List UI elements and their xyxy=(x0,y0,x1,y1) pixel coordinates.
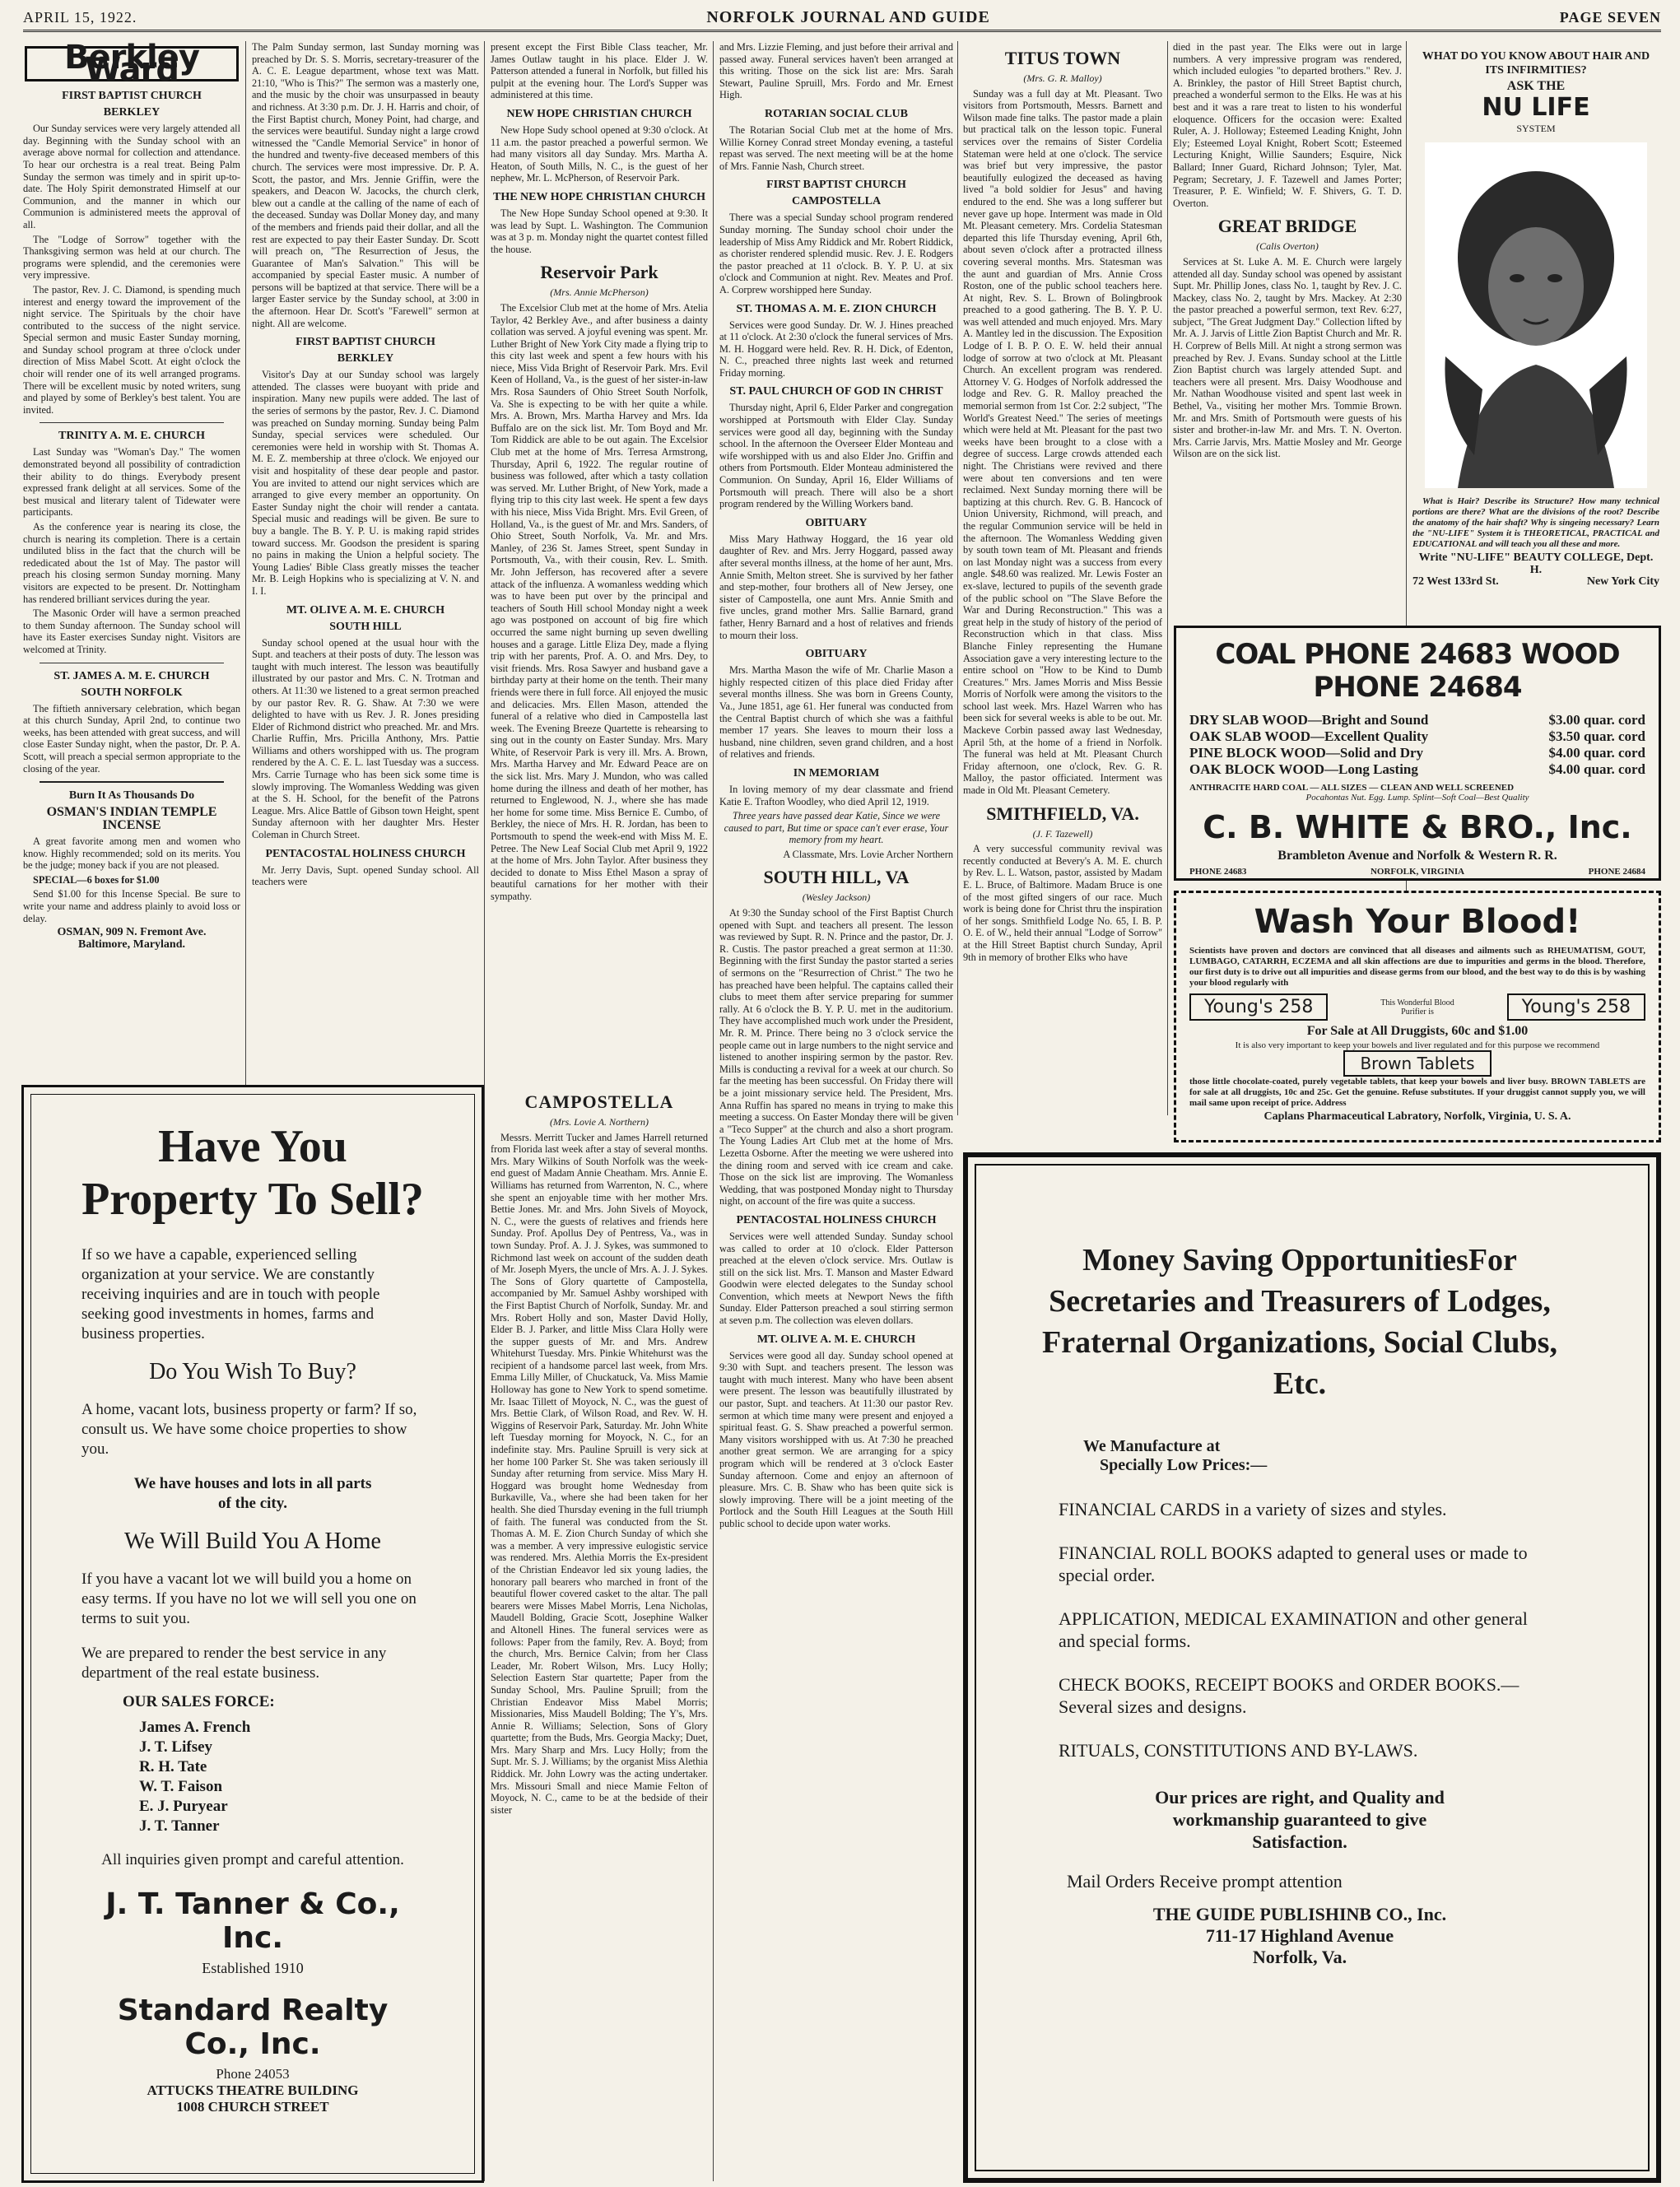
article-text: As the conference year is nearing its close, the church is nearing its completion. There is a certain undiluted bliss in the fact that the church will be rededicated about the 1st of May. The pastor will preach his closing sermon Sunday morning. Many visitors are expected to be present. Dr. Nottingham has rendered brilliant services during the year. xyxy=(23,521,240,605)
ad-address: Brambleton Avenue and Norfolk & Western R. R. xyxy=(1277,849,1557,863)
price-value: $4.00 quar. cord xyxy=(1548,745,1645,761)
ad-subheading: Specially Low Prices:— xyxy=(1100,1456,1268,1474)
ad-heading: COAL PHONE 24683 WOOD PHONE 24684 xyxy=(1215,638,1620,704)
price-row xyxy=(1189,712,1645,728)
column-rule xyxy=(484,41,485,2181)
ad-inner-border xyxy=(975,1164,1650,2171)
ad-title: Have You xyxy=(158,1121,347,1172)
article-text: Mrs. Martha Mason the wife of Mr. Charlie Mason a highly respected citizen of this place died Friday after several months illness. She was born in Greens County, Va., June 1851, age 61. Her funeral was conducted from the Central Baptist church of which she was a faithful member 17 years. She leaves to mourn their loss a husband, nine children, seven grand children, and a host of relatives and friends. xyxy=(719,664,953,761)
ad-text: We are prepared to render the best service in any department of the real estate business. xyxy=(81,1645,387,1682)
article-text: Thursday night, April 6, Elder Parker and congregation worshipped at Portsmouth with Elder Clay. Sunday services were good all day, beginning with the Sunday school. In the afternoon the Overseer Elder Monteau and wife worshipped with us and also Elder Jno. Griffin and others from Portsmouth. Elder Monteau administered the Communion. On Sunday, April 16, Elder Williams of Portsmouth will preach. There will also be a short program rendered by the Willing Workers band. xyxy=(719,402,953,510)
article-heading: MT. OLIVE A. M. E. CHURCH xyxy=(286,603,445,617)
article-text: Services were good all day. Sunday school opened at 9:30 with Supt. and teachers present. The lesson was taught with much interest. Many who have been absent were present. The lesson was beautifully illustrated by our pastor, Supt. and teachers. At 11:30 our pastor Rev. sermon at which time many were present and enjoyed a spiritual feast. G. S. Shaw preached a powerful sermon. Many visitors worshipped with us. At 7:30 he preached another great sermon. We are arranging for a spicy program which will be rendered at 3 o'clock Easter Sunday afternoon. Come and enjoy an afternoon of pleasure. Mrs. C. B. Shaw who has been quite sick is slowly improving. There will be a joint meeting of the Portlock and the South Hill Leagues at the South Hill public school to decide upon water works. xyxy=(719,1349,953,1529)
ad-subheading: We Will Build You A Home xyxy=(124,1529,381,1554)
article-text: The Palm Sunday sermon, last Sunday morning was preached by Dr. S. S. Morris, secretary-treasurer of the A. C. E. League department, whose text was Matt. 21:10, "Who is This?" The sermon was a masterly one, and the music by the choir was unsurpassed in beauty and richness. At 3:30 p.m. Dr. J. H. Harris and choir, of the First Baptist church, Money Point, had charge, and the services were beautiful. Sunday night a large crowd witnessed the "Candle Memorial Service" in honor of the hundred and twenty-five deceased members of this church. The services were most impressive. Dr. P. A. Scott, the pastor, and Mrs. Jennie Griffin, were the speakers, and Deacon W. Jacocks, the church clerk, blew out a candle at the calling of the name of each of the deceased. Sunday was Dollar Money day, and many of the members and friends paid their dollar, and all the rest are expected to pay their Easter Sunday. Dr. Scott will preach on, "The Resurrection of Jesus, the Guarantee of Man's Salvation." This will be accompanied by special Easter music. A number of persons will be baptized at that service. There will be a larger Easter service by the Sunday school, at 3:00 in the afternoon. Hear Dr. Scott's "Farewell" sermon at night. All are welcome. xyxy=(252,41,479,329)
ad-text: What is Hair? Describe its Structure? How many technical portions are there? What are the divisions of the root? Describe the anatomy of the hair shaft? Why is singeing necessary? Learn the "NU-LIFE" System it is THEORETICAL, PRACTICAL and EDUCATIONAL and will teach you all these and more. xyxy=(1412,496,1659,550)
column-rule xyxy=(1167,41,1168,1115)
ad-cta: Write "NU-LIFE" BEAUTY COLLEGE, Dept. H. xyxy=(1418,551,1654,576)
ad-city: Norfolk, Va. xyxy=(1252,1947,1347,1967)
article-subheading: CAMPOSTELLA xyxy=(791,195,882,208)
ad-text: Send $1.00 for this Incense Special. Be sure to write your name and address plainly to avoid loss or delay. xyxy=(23,888,240,924)
article-text: Last Sunday was "Woman's Day." The women demonstrated beyond all possibility of contradiction their ability to do things. Everybody present expressed frank delight at all services. Some of the best musical and literary talent of Tidewater were participants. xyxy=(23,446,240,519)
byline: (Mrs. Lovie A. Northern) xyxy=(549,1116,649,1128)
brand-box: Young's 258 xyxy=(1507,993,1645,1021)
paper-name: NORFOLK JOURNAL AND GUIDE xyxy=(706,7,990,26)
article-heading: ST. PAUL CHURCH OF GOD IN CHRIST xyxy=(729,385,943,398)
signature: A Classmate, Mrs. Lovie Archer Northern xyxy=(783,848,953,860)
sales-person: J. T. Lifsey xyxy=(139,1738,213,1756)
article-heading: SOUTH HILL, VA xyxy=(763,867,910,888)
ad-text: All inquiries given prompt and careful attention. xyxy=(101,1851,404,1868)
article-text: Visitor's Day at our Sunday school was largely attended. The classes were buoyant with pride and inspiration. Many new pupils were added. The last of the series of sermons by the pastor, Rev. J. C. Diamond was preached on Sunday morning. Sunday being Palm Sunday, special services were scheduled. Our ceremonies were held in worship with St. Thomas A. M. E. Z. membership at three o'clock. We enjoyed our visit and hospitality of these dear people and pastor. You are invited to attend our night services which are arranged to give every member an opportunity. On Easter Sunday night the choir will render a cantata. Special music and readings will be given. Be sure to buy a bangle. The B. Y. P. U. is making rapid strides toward success. Mr. Goodson the president is sparing no pains in making the Union a helpful society. The Young Ladies' Bible Class greatly misses the teacher Mr. B. Leigh Hopkins who is specializing at V. N. and I. I. xyxy=(252,369,479,597)
article-heading: OBITUARY xyxy=(805,516,868,529)
brand-box: Brown Tablets xyxy=(1343,1050,1491,1077)
column-five xyxy=(963,41,1162,1111)
article-text: Messrs. Merritt Tucker and James Harrell returned from Florida last week after a stay of several months. Mrs. Mary Wilkins of South Norfolk was the week-end guest of Madam Annie Cheatham. Mrs. Annie E. Williams has returned from Warrenton, N. C., where she spent an enjoyable time with her mother Mrs. Bettie Jones. Mr. and Mrs. John Sivels of Moyock, N. C., were the guests of relatives and friends here Sunday. Prof. Apollus Dey of Pentress, Va., was in town Sunday. Prof. A. J. J. Sykes, was summoned to Richmond last week on account of the sudden death of Mr. Joseph Myers, the uncle of Mrs. A. J. J. Sykes. The Sons of Glory quartette of Campostella, accompanied by Mr. Samuel Ashby worshiped with the First Baptist Church of Norfolk, Sunday. Mr. and Mrs. Robert Holly and son, Master David Holly, Elder B. J. Parker, and little Miss Clara Holly were the supper guests of Mr. and Mrs. Andrew Whitehurst Tuesday. Mrs. Pinkie Whitehurst was the recipient of a handsome parcel last week, from Mrs. Emma Lilly Miller, of Chuckatuck, Va. Miss Mamie Holloway has gone to New York to spend sometime. Mr. Isaac Tillett of Moyock, N. C., was the guest of Mrs. Bettie Clark, of Wilson Road, and Rev. W. H. Wiggins of Reservoir Park, Saturday. Mr. John White left Tuesday morning for Moyock, N. C., for an indefinite stay. Mrs. Pauline Spruill is very sick at her home 100 Parker St. She was taken seriously ill Sunday after returning from service. Miss Mary H. Hoggard was brought home Wednesday from Burkaville, Va., where she had been taken for her health. She died Thursday evening in the full triumph of faith. The funeral was conducted from the St. Thomas A. M. E. Zion Church Sunday of which she was a member. A very impressive eulogistic service was rendered. Mrs. Alethia Morris the Ex-president of the Christian Endeavor led six young ladies, the honorary pall bearers who marched in front of the beautiful flower covered casket to the altar. The pall bearers were Misses Mabel Morris, Lena Nicholas, Maudell Bolding, Gracie Scott, Josephine Walker and Altonell Hines. The funeral services were as follows: Paper from the family, Rev. A. Boyd; from the church, Mrs. Bernice Calvin; from her Class Leader, Mr. Robert Wilson, Mrs. Lucy Holly; Selection Eastern Star quartette; Paper from the Sunday School, Mrs. Pauline Spruill; from the Christian Endeavor Miss Mabel Morris; Missionaries, Miss Maudell Bolding; The Y's, Mrs. Annie R. Williams; Selection, Sons of Glory quartette; from the Buds, Mrs. Georgia Macky; Duet, Mrs. Mary Sharp and Mrs. Lucy Holly; from the Supt. Mr. S. J. Williams; by the organist Miss Alethia Riddick. Mr. John Lowry was the acting undertaker. Mrs. Missouri Small and niece Mamie Felton of Moyock, N. C., came to be at the bedside of their sister xyxy=(491,1131,708,1816)
article-heading: PENTACOSTAL HOLINESS CHURCH xyxy=(265,847,466,860)
ad-address-row xyxy=(1412,576,1659,589)
column-rule xyxy=(245,41,246,1115)
sales-person: J. T. Tanner xyxy=(139,1817,220,1835)
column-four xyxy=(719,41,953,2177)
ad-brand: NU LIFE xyxy=(1482,92,1590,122)
article-text: At 9:30 the Sunday school of the First Baptist Church opened with Supt. and teachers all present. The lesson was reviewed by Supt. R. N. Prince and the pastor, Dr. J. R. Custis. The pastor preached a great sermon at 11:30. Beginning with the first Sunday the pastor started a series of sermons on the "Resurrection of Christ." The two he has preached have been helpful. The captains called their clubs to meet them after service preparing for summer rally. At 6 o'clock the B. Y. P. U. met in the auditorium. They have accomplished much work under the President, Mr. R. M. Prince. There being no 3 o'clock service the people came out in large numbers to the night service and listened to another inspiring sermon by the pastor. Rev. Mills is conducting a revival for a week at our church. So far the meeting has been successful. On Friday there will be a joint missionary service held. The President, Mrs. Anna Ruffin has spared no means in trying to make this meeting a success. On Easter Monday there will be given a "Teco Supper" at the church and also a short program. The Young Ladies Art Club met at the home of Mrs. Lezetta Osborne. After the meeting we were ushered into the dining room and served with ice cream and cake. Those on the sick list are improving. The Womanless Wedding, that was postponed Monday night to Thursday night, on account of the fire was quite a success. xyxy=(719,907,953,1208)
column-campostella xyxy=(491,1085,708,2180)
product-item: FINANCIAL CARDS in a variety of sizes and styles. xyxy=(1059,1499,1447,1519)
product-item: CHECK BOOKS, RECEIPT BOOKS and ORDER BOOKS.—Several sizes and designs. xyxy=(1059,1674,1519,1717)
price-value: $3.00 quar. cord xyxy=(1548,712,1645,728)
divider xyxy=(40,781,224,783)
column-rule xyxy=(957,41,958,1115)
ad-title: Money Saving OpportunitiesFor Secretaries and Treasurers of Lodges, Fraternal Organizations, Social Clubs, Etc. xyxy=(1042,1243,1557,1401)
article-heading: SMITHFIELD, VA. xyxy=(986,803,1139,824)
price-row xyxy=(1189,761,1645,778)
article-heading: ST. THOMAS A. M. E. ZION CHURCH xyxy=(736,302,937,315)
article-text: New Hope Sudy school opened at 9:30 o'clock. At 11 a.m. the pastor preached a powerful sermon. We had many visitors all day Sunday. Mrs. Martha A. Heaton, of South Mills, N. C., is the guest of her nephew, Mr. L. McPherson, of Reservoir Park. xyxy=(491,123,708,184)
ad-heading: ASK THE xyxy=(1506,79,1566,93)
ad-title: Property To Sell? xyxy=(81,1174,424,1225)
article-text: Miss Mary Hathway Hoggard, the 16 year old daughter of Rev. and Mrs. Jerry Hoggard, passed away after several months illness, at the home of her aunt, Mrs. Annie Smith, Melton street. She is survived by her father and step-mother, four brothers all of New Jersey, one sister of Campostella, one aunt Mrs. Annie Smith and five uncles, grand mother Mrs. Sallie Barnard, grand father, Henry Barnard and a host of relatives and friends to mourn their loss. xyxy=(719,533,953,641)
article-heading: MT. OLIVE A. M. E. CHURCH xyxy=(756,1333,916,1346)
price-list xyxy=(1189,712,1645,778)
byline: (Mrs. G. R. Malloy) xyxy=(1023,72,1102,84)
ad-address: 1008 CHURCH STREET xyxy=(176,2099,329,2115)
price-row xyxy=(1189,745,1645,761)
issue-date: APRIL 15, 1922. xyxy=(23,8,137,26)
section-banner: Berkley Ward xyxy=(25,46,239,81)
product-item: FINANCIAL ROLL BOOKS adapted to general uses or made to special order. xyxy=(1059,1543,1528,1585)
ad-text: Scientists have proven and doctors are convinced that all diseases and ailments such as RHEUMATISM, GOUT, LUMBAGO, CATARRH, ECZEMA and all skin affections are due to impurities and germs in the blood. Therefore, our first duty is to drive out all impurities and disease germs from our blood, and the best way to do this is by washing your blood regularly with xyxy=(1189,946,1645,988)
ad-text: those little chocolate-coated, purely vegetable tablets, that keep your bowels and liver busy. BROWN TABLETS are for sale at all druggists, 10c and 25c. Get the genuine. Refuse substitutes. If your druggist cannot supply you, we will mail same upon receipt of price. Address xyxy=(1189,1077,1645,1108)
ad-note: Pocahontas Nut. Egg. Lump. Splint—Soft Coal—Best Quality xyxy=(1305,793,1529,803)
ad-city: NORFOLK, VIRGINIA xyxy=(1370,867,1465,877)
article-subheading: BERKLEY xyxy=(337,352,394,365)
column-six xyxy=(1173,41,1402,551)
ad-subbrand: SYSTEM xyxy=(1516,122,1556,134)
article-text: Sunday was a full day at Mt. Pleasant. Two visitors from Portsmouth, Messrs. Barnett and Wilson made fine talks. The pastor made a plain but practical talk on the lesson topic. Funeral services over the remains of Sister Cordelia Stateman were held at one o'clock. The service was brief but very impressive, the pastor beautifully eulogized the deceased as having lived "a bold soldier for Jesus" and having endured to the end. She was a long sufferer but never gave up hope. Interment was made in Old Mt. Pleasant cemetery. Mrs. Cordelia Statesman departed this life Thursday evening, April 6th, about seven o'clock after a protracted illness covering several months. Mrs. Statesman was the aunt and guardian of Mrs. Annie Cross Roston, one of the public school teachers here. At night, Rev. S. L. Brown of Bolingbrook preached to a good gathering. The B. Y. P. U. was well attended and much enjoyed. Mrs. Mary A. Mantley led in the discussion. The Exposition Lodge of I. B. P. O. E. W. held their annual lodge of sorrow at two o'clock at Mt. Pleasant Church. An excellent program was rendered. Attorney V. G. Hodges of Norfolk addressed the lodge and Rev. G. R. Malloy preached the memorial sermon from 1st Cor. 2:2 subject, "The World's Greatest Need." The series of meetings which were held at Mt. Pleasant for the past two weeks have been brought to a close with a degree of success. Large crowds attended each night. The Christians were revived and there were about ten conversions and ten were reclaimed. Next Sunday morning there will be baptizing at this church. Rev. G. B. Hancock of Union University, Richmond, will preach, and the regular Communion service will be held in the afternoon. The Womanless Wedding given by south town team of Mt. Pleasant and friends on last Monday night was a success from every angle. $48.60 was realized. Mr. Lewis Foster an ex-slave, lectured to pupils of the seventh grade of the public school on "The Slave Before the War and During Reconstruction." This was a great help in the study of history of the period of Reconstruction which in that class. Miss Blanche Finley representing the Humane Association gave a very interesting lecture to the entire school on "How to be Kind to Dumb Creatures." Mrs. James Morris and Miss Bessie Morris of Norfolk were among the visitors to the school last week. Mrs. Hazel Warren who has been sick for several weeks is able to be out. Mr. Mackeve Corbin passed away last Wednesday, April 5th, at the home of a friend in Norfolk. The funeral was held at Mt. Pleasant Church Friday afternoon, one o'clock, Rev. G. R. Malloy, the pastor officiated. Interment was made in Old Mt. Pleasant Cemetery. xyxy=(963,87,1162,797)
article-text: The Rotarian Social Club met at the home of Mrs. Willie Korney Conrad street Monday evening, a tasteful repast was served. The next meeting will be at the home of Mrs. Fannie Nash, Church street. xyxy=(719,123,953,172)
ad-heading: WHAT DO YOU KNOW ABOUT HAIR AND ITS INFIRMITIES? xyxy=(1422,50,1650,77)
coal-ad xyxy=(1174,626,1661,881)
brand-box: Young's 258 xyxy=(1189,993,1328,1021)
article-heading: TITUS TOWN xyxy=(1004,48,1121,68)
article-text: The pastor, Rev. J. C. Diamond, is spending much interest and energy toward the improvement of the night service. The Spirituals by the choir have contributed to the success of the night service. Special sermon and music Easter Sunday morning, and Sunday school program at three o'clock under direction of Miss Mabel Scott. At eight o'clock the choir will render one of its well arranged programs. There will be excellent music by noted writers, sung and played by some of Berkley's best talent. You are invited. xyxy=(23,283,240,416)
ad-firm: J. T. Tanner & Co., Inc. xyxy=(105,1887,400,1955)
article-text: Our Sunday services were very largely attended all day. Beginning with the Sunday school with an average above normal for collection and attendance. To hear our orchestra is a real treat. Being Palm Sunday the sermon was timely and in spirit up-to-date. The Holy Spirit demonstrated Himself at our Communion, and the manner in which our Communion is administered meets the approval of all. xyxy=(23,123,240,230)
ad-firm: C. B. WHITE & BRO., Inc. xyxy=(1203,809,1632,845)
ad-subheading: Do You Wish To Buy? xyxy=(149,1359,356,1384)
price-item: OAK SLAB WOOD—Excellent Quality xyxy=(1189,728,1429,744)
sales-person: R. H. Tate xyxy=(139,1758,207,1775)
ad-heading: Burn It As Thousands Do xyxy=(68,789,195,803)
byline: (Wesley Jackson) xyxy=(802,891,871,904)
ad-text: We have houses and lots in all parts of the city. xyxy=(133,1475,372,1512)
article-text: A very successful community revival was recently conducted at Bevery's A. M. E. church by Rev. L. L. Watson, pastor, assisted by Madam E. L. Bruce, of Baltimore. Madam Bruce is one of the most gifted singers of our race. Much work is being done for Christ thru the inspiration of her songs. Smithfield Lodge No. 65, I. B. P. O. E. of W., held their annual "Lodge of Sorrow" at the Hill Street Baptist church Sunday, April 9th in memory of brother Elks who have xyxy=(963,843,1162,963)
article-text: The "Lodge of Sorrow" together with the Thanksgiving sermon was held at our church. The programs were splendid, and the ceremonies were very impressive. xyxy=(23,233,240,282)
ad-address: Caplans Pharmaceutical Labratory, Norfolk, Virginia, U. S. A. xyxy=(1263,1110,1571,1123)
wash-blood-ad xyxy=(1174,891,1661,1142)
ad-address: 72 West 133rd St. xyxy=(1412,575,1499,589)
ad-heading: Wash Your Blood! xyxy=(1254,903,1581,941)
guide-publishing-ad xyxy=(963,1152,1661,2183)
ad-subheading: We Manufacture at xyxy=(1083,1437,1221,1455)
article-text: died in the past year. The Elks were out in large numbers. A very impressive program was rendered, which included eulogies "to departed brothers." Rev. J. A. Brinkley, the pastor of Hill Street Baptist church, preached a wonderful sermon to the Elks. He was at his best and it was a rare treat to listen to his wonderful eloquence. Officers for the occasion were: Exalted Ruler, A. J. Holloway; Esteemed Leading Knight, John Ely; Esteemed Loyal Knight, Robert Scott; Esteemed Lecturing Knight, Willie Saunders; Esquire, Nick Ballard; Inner Guard, Richard Johnson; Tyler, Mat. Pegram; Secretary, J. F. Tazewell and James Porter; Treasurer, P. E. Winfield; W. F. Shivers, G. T. D. Overton. xyxy=(1173,41,1402,209)
ad-text: A great favorite among men and women who know. Highly recommended; sold on its merits. You be the judge; money back if you are not pleased. xyxy=(23,835,240,872)
article-text: In loving memory of my dear classmate and friend Katie E. Trafton Woodley, who died April 12, 1919. xyxy=(719,783,953,807)
ad-text: If you have a vacant lot we will build you a home on easy terms. If you have no lot we will sell you one on terms to suit you. xyxy=(81,1570,417,1627)
tablets-row xyxy=(1189,1054,1645,1073)
article-text: Sunday school opened at the usual hour with the Supt. and teachers at their posts of duty. The lesson was taught with much interest. The lesson was beautifully illustrated by our pastor and Mrs. C. N. Trotman and others. At 11:30 we listened to a great sermon preached by our pastor Rev. R. G. Shaw. At 7:30 we were delighted to have with us Rev. J. R. Jones presiding Elder of Richmond district who preached. Mr. and Mrs. Charlie Ruffin, Mrs. Pricilla Anthony, Mrs. Pattie Williams and others worshipped with us. The program rendered by the A. C. E. L. last Tuesday was a success. Mrs. Carrie Turnage who has been sick some time is slowly improving. The Womanless Wedding was given at the S. H. School, for the benefit of the Patrons League. Mrs. Alice Battle of Gibson town Height, spent Sunday afternoon with her daughter Mrs. Hester Coleman in Church Street. xyxy=(252,636,479,841)
ad-address: 711-17 Highland Avenue xyxy=(1205,1925,1394,1946)
ad-heading: OSMAN'S INDIAN TEMPLE INCENSE xyxy=(46,805,217,833)
ad-firm: THE GUIDE PUBLISHINB CO., Inc. xyxy=(1152,1904,1447,1924)
ad-special: SPECIAL—6 boxes for $1.00 xyxy=(33,873,160,886)
article-heading: OBITUARY xyxy=(805,648,868,661)
column-berkley xyxy=(23,41,240,1111)
article-subheading: SOUTH NORFOLK xyxy=(81,686,183,699)
article-text: and Mrs. Lizzie Fleming, and just before their arrival and passed away. Funeral services haven't been arranged at this writing. Those on the sick list are: Mrs. Sarah Stewart, Pauline Spruill, Mrs. Fordo and Mr. Ernest High. xyxy=(719,41,953,101)
divider xyxy=(40,422,224,423)
ad-phone: Phone 24053 xyxy=(216,2066,290,2082)
price-item: OAK BLOCK WOOD—Long Lasting xyxy=(1189,761,1418,777)
portrait-icon xyxy=(1425,142,1647,488)
ad-sale: For Sale at All Druggists, 60c and $1.00 xyxy=(1306,1024,1529,1038)
article-text: The New Hope Sunday School opened at 9:30. It was lead by Supt. L. Washington. The Communion was at 3 p. m. Monday night the quartet contest filled the house. xyxy=(491,207,708,255)
article-text: The Excelsior Club met at the home of Mrs. Atelia Taylor, 42 Berkley Ave., and after business a dainty collation was served. A joyful evening was spent. Mr. Luther Bright of New York City made a flying trip to this city last week and spent a few hours with his niece, Miss Vida Bright of Reservoir Park. Mrs. Evil Keen of Holland, Va., is the guest of her sister-in-law Mrs. Rosa Saunders of Ohio Street South Norfolk, Va. She is expecting to be with her quite a while. Mrs. A. Brown, Mrs. Martha Harvey and Mrs. Ida Buffalo are on the sick list. Mr. Tom Boyd and Mr. Tom Riddick are able to be out again. The Excelsior Club met at the home of Mrs. Terresa Armstrong, Thursday, April 6, 1922. The regular routine of business was followed, after which a tasty collation was served. Mr. Luther Bright, of New York, made a flying trip to this city last week. He spent a few days with his niece, Miss Vida Bright. Mrs. Evil Green, of Holland, Va., is the guest of Mr. and Mrs. Sanders, of Ohio Street, South Norfolk, Va. Mr. and Mrs. Manley, of 236 St. James Street, spent Sunday in Portsmouth, Va., with their cousin, Rev. L. Smith. Mr. John Jefferson, has recovered after a severe attack of the influenza. A womanless wedding which was to have been put over by the principal and teachers of South Hill school Monday night a week ago was postponed on account of big fire which occurred the same night burning up seven dwelling houses and a garage. Little Eliza Dey, made a flying trip with her parents, Prof. A. O. and Mrs. Dey, to visit friends. Mrs. Rosa Sawyer and husband gave a birthday party at their home on the tenth. Their many friends were there in full force. All enjoyed the music and delicacies. Mrs. Ellen Mason, attended the funeral of a relative who died in Campostella last week. The Evening Breeze Quartette is rehearsing to sing out in the county on Easter Sunday. Mrs. Mary White, of Reservoir Park is very ill. Mrs. A. Brown, Mrs. Martha Harvey and Mr. Edward Peace are on the sick list. Mrs. Mary J. Mundon, who was called home during the illness and death of her mother, has returned to Englewood, N. J., where she has made her home for some time. Miss Bernice E. Cumbo, of Berkley, the niece of Mrs. H. R. Jordan, has been to Portsmouth to spend the week-end with Miss M. E. Petree. The New Leaf Social Club met April 9, 1922 at the home of Mrs. John Taylor. After business they decided to donate to Miss Ethel Mason a spray of beautiful carnations for her mother with their sympathy. xyxy=(491,301,708,902)
nulife-ad xyxy=(1412,41,1659,617)
article-text: The Masonic Order will have a sermon preached to them Sunday afternoon. The Sunday school will have its Easter exercises Sunday night. Visitors are welcomed at Trinity. xyxy=(23,607,240,655)
article-heading: ST. JAMES A. M. E. CHURCH xyxy=(54,669,210,682)
byline: (J. F. Tazewell) xyxy=(1032,827,1093,840)
ad-established: Established 1910 xyxy=(202,1960,304,1976)
article-subheading: BERKLEY xyxy=(103,106,161,119)
price-row xyxy=(1189,728,1645,745)
sales-heading: OUR SALES FORCE: xyxy=(123,1693,275,1710)
sales-person: E. J. Puryear xyxy=(139,1798,228,1815)
article-heading: NEW HOPE CHRISTIAN CHURCH xyxy=(506,107,692,120)
ad-text: It is also very important to keep your bowels and liver regulated and for this purpose we recommend xyxy=(1235,1040,1600,1050)
article-heading: CAMPOSTELLA xyxy=(524,1091,674,1112)
product-item: RITUALS, CONSTITUTIONS AND BY-LAWS. xyxy=(1059,1740,1418,1761)
article-heading: ROTARIAN SOCIAL CLUB xyxy=(765,107,908,120)
ad-address: ATTUCKS THEATRE BUILDING xyxy=(147,2082,359,2098)
article-heading: THE NEW HOPE CHRISTIAN CHURCH xyxy=(492,190,705,203)
article-text: The fiftieth anniversary celebration, which began at this church Sunday, April 2nd, to continue two weeks, has been attended with great success, and will close Easter Sunday night, when the pastor, Dr. P. A. Scott, will preach a special sermon appropriate to the closing of the year. xyxy=(23,702,240,775)
masthead xyxy=(23,5,1661,32)
ad-firm: Standard Realty Co., Inc. xyxy=(117,1994,389,2061)
column-three xyxy=(491,41,708,1111)
article-text: Mr. Jerry Davis, Supt. opened Sunday school. All teachers were xyxy=(252,863,479,888)
article-heading: FIRST BAPTIST CHURCH xyxy=(62,90,202,103)
ad-city: New York City xyxy=(1586,575,1659,589)
byline: (Calis Overton) xyxy=(1256,240,1319,253)
ad-phone: PHONE 24683 xyxy=(1189,867,1247,877)
price-value: $3.50 quar. cord xyxy=(1548,728,1645,744)
article-text: Services at St. Luke A. M. E. Church were largely attended all day. Sunday school was opened by assistant Supt. Mr. Phillip Jones, class No. 1, taught by Rev. J. C. Mackey, class No. 2, taught by Mrs. Mackey. At 2:30 the pastor preached a powerful sermon, text Rev. 6:27, subject, "The Great Judgment Day." Collection lifted by Mr. A. J. Jarvis of Little Zion Baptist Church and Mr. R. H. Corprew of Bells Mill. At night a strong sermon was preached by Rev. J. Evans. Sunday school at the Little Zion Baptist church was largely attended Supt. and teachers were all present. Mrs. Daisy Woodhouse and Mr. Nathan Woodhouse visited and spent last week in Bethel, Va., visiting her mother Mrs. Tommie Brown. Mr. and Mrs. Smith of Portsmouth were guests of his sister and brother-in-law Mr. and Mrs. T. N. Overton. Mrs. Carrie Jarvis, Mrs. Mattie Mosley and Mr. George Wilson are on the sick list. xyxy=(1173,255,1402,460)
column-two xyxy=(252,41,479,1111)
price-item: DRY SLAB WOOD—Bright and Sound xyxy=(1189,712,1429,728)
price-value: $4.00 quar. cord xyxy=(1548,761,1645,777)
article-heading: FIRST BAPTIST CHURCH xyxy=(766,179,906,192)
ad-inner-border xyxy=(30,1094,475,2174)
article-heading: Reservoir Park xyxy=(540,262,659,283)
ad-phone-row xyxy=(1189,867,1645,877)
article-heading: TRINITY A. M. E. CHURCH xyxy=(58,430,205,443)
article-subheading: SOUTH HILL xyxy=(329,620,402,633)
brand-row xyxy=(1189,993,1645,1021)
article-text: Services were well attended Sunday. Sunday school was called to order at 10 o'clock. Elder Patterson preached at the eleven o'clock service. Mrs. Outlaw is still on the sick list. Mrs. T. Manson and Master Edward Goodwin were elected delegates to the Sunday school Convention, which meets at Newport News the fifth Sunday. Elder Patterson preached a soul stirring sermon at seven p.m. The collection was eleven dollars. xyxy=(719,1230,953,1327)
article-text: Services were good Sunday. Dr. W. J. Hines preached at 11 o'clock. At 2:30 o'clock the funeral services of Mrs. M. H. Hoggard were held. Rev. R. H. Dick, of Edenton, N. C., preached three nights last week and returned Friday morning. xyxy=(719,319,953,379)
article-heading: FIRST BAPTIST CHURCH xyxy=(296,336,435,349)
ad-note: ANTHRACITE HARD COAL — ALL SIZES — CLEAN AND WELL SCREENED xyxy=(1189,783,1515,793)
ad-address: OSMAN, 909 N. Fremont Ave. xyxy=(57,926,207,939)
article-heading: IN MEMORIAM xyxy=(793,766,880,779)
column-rule xyxy=(713,41,714,2181)
portrait-image xyxy=(1425,142,1647,488)
sales-person: James A. French xyxy=(139,1719,251,1736)
article-text: There was a special Sunday school program rendered Sunday morning. The Sunday school choir under the leadership of Miss Amy Riddick and Mr. Robert Riddick, as chorister rendered splendid music. Rev. J. E. Rodgers the pastor preached at 11 o'clock. B. Y. P. U. at six o'clock and Communion at night. Rev. Meates and Prof. A. Corprew worshipped here Sunday. xyxy=(719,212,953,295)
product-item: APPLICATION, MEDICAL EXAMINATION and other general and special forms. xyxy=(1059,1608,1528,1651)
article-text: present except the First Bible Class teacher, Mr. James Outlaw taught in his place. Elder J. W. Patterson attended a funeral in Norfolk, but filled his pulpit at the evening hour. The Lord's Supper was administered at this time. xyxy=(491,41,708,101)
article-heading: GREAT BRIDGE xyxy=(1217,216,1357,237)
sales-person: W. T. Faison xyxy=(139,1778,223,1795)
price-item: PINE BLOCK WOOD—Solid and Dry xyxy=(1189,745,1424,761)
property-ad xyxy=(21,1085,484,2183)
ad-text: A home, vacant lots, business property or farm? If so, consult us. We have some choice properties to show you. xyxy=(81,1401,417,1458)
ad-text: Our prices are right, and Quality and workmanship guaranteed to give Satisfaction. xyxy=(1155,1787,1445,1852)
byline: (Mrs. Annie McPherson) xyxy=(550,286,649,299)
article-heading: PENTACOSTAL HOLINESS CHURCH xyxy=(736,1213,937,1226)
brand-tagline: This Wonderful Blood Purifier is xyxy=(1380,998,1454,1017)
ad-text: If so we have a capable, experienced selling organization at your service. We are constantly receiving inquiries and are in touch with people seeking good investments in homes, farms and business properties. xyxy=(81,1246,380,1342)
ad-text: Mail Orders Receive prompt attention xyxy=(1067,1871,1343,1892)
ad-phone: PHONE 24684 xyxy=(1588,867,1645,877)
ad-address: Baltimore, Maryland. xyxy=(77,938,185,951)
poem: Three years have passed dear Katie, Since we were caused to part, But time or space can't ever erase, Your memory from my heart. xyxy=(724,810,949,846)
page-number: PAGE SEVEN xyxy=(1559,8,1661,26)
